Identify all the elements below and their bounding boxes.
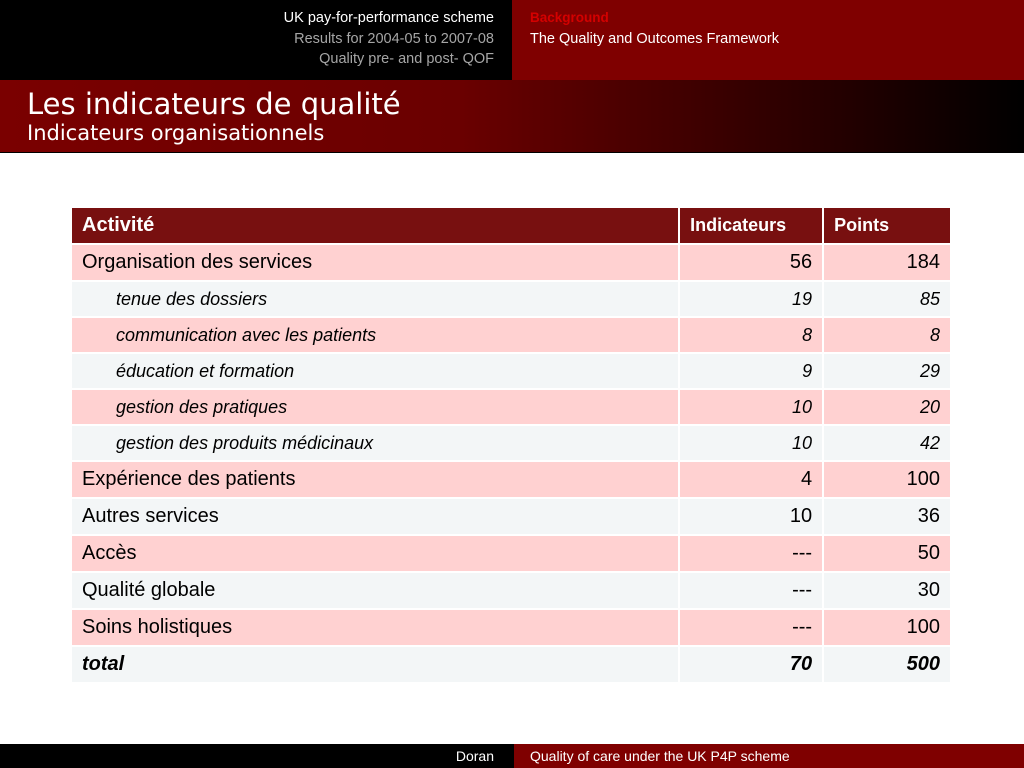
table-row (72, 461, 951, 498)
header-section-label: Background (530, 10, 609, 25)
header-quality-note: Quality pre- and post- QOF (319, 51, 494, 67)
header-activity: Activité (72, 208, 679, 244)
footer-author: Doran (455, 748, 494, 764)
footer-bar (0, 744, 1024, 768)
points-cell: 85 (823, 281, 951, 317)
activity-cell: Qualité globale (72, 572, 679, 609)
indicators-cell: 10 (679, 389, 823, 425)
points-cell: 100 (823, 609, 951, 646)
total-indicators: 70 (679, 646, 823, 683)
slide-subtitle: Indicateurs organisationnels (27, 121, 325, 145)
points-cell: 100 (823, 461, 951, 498)
points-cell: 20 (823, 389, 951, 425)
header-left-panel (0, 0, 512, 80)
slide-title-bar (0, 80, 1024, 153)
points-cell: 30 (823, 572, 951, 609)
total-row (72, 646, 951, 683)
footer-right-panel (514, 744, 1024, 768)
activity-cell: gestion des produits médicinaux (72, 425, 679, 461)
table-row (72, 572, 951, 609)
header-right-panel (512, 0, 1024, 80)
table-row (72, 609, 951, 646)
indicators-cell: --- (679, 572, 823, 609)
table-row (72, 281, 951, 317)
activity-cell: Soins holistiques (72, 609, 679, 646)
indicators-cell: 56 (679, 244, 823, 281)
indicators-cell: 8 (679, 317, 823, 353)
points-cell: 36 (823, 498, 951, 535)
header-subsection-label: The Quality and Outcomes Framework (530, 31, 780, 47)
table-row (72, 244, 951, 281)
activity-cell: gestion des pratiques (72, 389, 679, 425)
total-label: total (72, 646, 679, 683)
slide-title: Les indicateurs de qualité (27, 87, 401, 121)
table-header-row (72, 208, 951, 244)
total-points: 500 (823, 646, 951, 683)
table-row (72, 425, 951, 461)
footer-title: Quality of care under the UK P4P scheme (530, 748, 790, 764)
activity-cell: Expérience des patients (72, 461, 679, 498)
indicators-cell: 10 (679, 425, 823, 461)
indicators-cell: 10 (679, 498, 823, 535)
table-row (72, 389, 951, 425)
indicators-cell: 4 (679, 461, 823, 498)
activity-cell: éducation et formation (72, 353, 679, 389)
table-row (72, 353, 951, 389)
activity-cell: Autres services (72, 498, 679, 535)
activity-cell: Organisation des services (72, 244, 679, 281)
header-results-period: Results for 2004-05 to 2007-08 (294, 31, 494, 47)
indicators-cell: 9 (679, 353, 823, 389)
top-header (0, 0, 1024, 80)
activity-cell: tenue des dossiers (72, 281, 679, 317)
table-row (72, 317, 951, 353)
footer-left-panel (0, 744, 514, 768)
indicators-cell: --- (679, 535, 823, 572)
header-indicators: Indicateurs (679, 208, 823, 244)
header-scheme-title: UK pay-for-performance scheme (283, 10, 494, 26)
indicators-table (72, 208, 952, 684)
activity-cell: communication avec les patients (72, 317, 679, 353)
activity-cell: Accès (72, 535, 679, 572)
indicators-cell: --- (679, 609, 823, 646)
indicators-cell: 19 (679, 281, 823, 317)
table-row (72, 498, 951, 535)
points-cell: 50 (823, 535, 951, 572)
points-cell: 184 (823, 244, 951, 281)
header-points: Points (823, 208, 951, 244)
points-cell: 42 (823, 425, 951, 461)
points-cell: 29 (823, 353, 951, 389)
points-cell: 8 (823, 317, 951, 353)
table-row (72, 535, 951, 572)
